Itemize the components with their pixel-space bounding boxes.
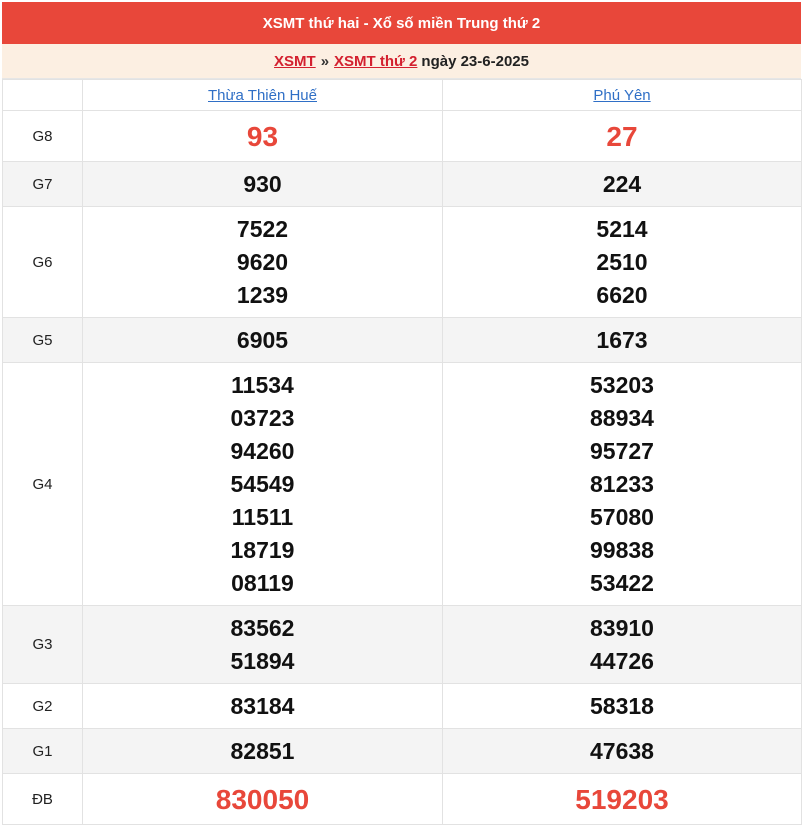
prize-number: 44726 bbox=[590, 647, 654, 674]
prize-cell-col2 bbox=[443, 162, 802, 207]
breadcrumb-link-xsmt-thu-2[interactable]: XSMT thứ 2 bbox=[334, 52, 418, 70]
prize-cell-col2 bbox=[443, 363, 802, 606]
prize-number: 11534 bbox=[231, 371, 294, 398]
prize-label: ĐB bbox=[3, 774, 83, 825]
prize-number: 2510 bbox=[596, 248, 648, 275]
prize-cell-col2 bbox=[443, 684, 802, 729]
prize-number: 6905 bbox=[236, 326, 289, 353]
prize-cell-col1 bbox=[83, 684, 443, 729]
prize-cell-col1 bbox=[83, 318, 443, 363]
prize-number: 83910 bbox=[590, 614, 654, 641]
results-table bbox=[2, 79, 802, 825]
prize-row-5 bbox=[3, 606, 802, 684]
province-header-1 bbox=[83, 80, 443, 111]
prize-number: 47638 bbox=[590, 737, 654, 764]
prize-number: 53203 bbox=[590, 371, 654, 398]
prize-cell-col2 bbox=[443, 318, 802, 363]
prize-number: 27 bbox=[606, 120, 638, 152]
header-corner bbox=[3, 80, 83, 111]
draw-date: ngày 23-6-2025 bbox=[421, 52, 529, 70]
prize-number: 83562 bbox=[230, 614, 295, 641]
breadcrumb-separator: » bbox=[320, 52, 330, 70]
prize-number: 6620 bbox=[596, 281, 648, 308]
prize-number: 83184 bbox=[230, 692, 295, 719]
prize-cell-col1 bbox=[83, 729, 443, 774]
prize-cell-col1 bbox=[83, 606, 443, 684]
prize-number: 03723 bbox=[230, 404, 295, 431]
prize-number: 99838 bbox=[590, 536, 654, 563]
prize-label: G5 bbox=[3, 318, 83, 363]
prize-number: 5214 bbox=[596, 215, 648, 242]
prize-cell-col2 bbox=[443, 729, 802, 774]
prize-number: 930 bbox=[243, 170, 282, 197]
prize-cell-col1 bbox=[83, 363, 443, 606]
breadcrumb bbox=[2, 44, 801, 79]
prize-number: 1239 bbox=[236, 281, 289, 308]
prize-number: 519203 bbox=[575, 783, 669, 815]
prize-row-6 bbox=[3, 684, 802, 729]
prize-row-2 bbox=[3, 207, 802, 318]
prize-number: 93 bbox=[246, 120, 279, 152]
province-header-2 bbox=[443, 80, 802, 111]
prize-label: G7 bbox=[3, 162, 83, 207]
prize-number: 7522 bbox=[236, 215, 289, 242]
prize-number: 53422 bbox=[590, 569, 654, 596]
prize-row-0 bbox=[3, 111, 802, 162]
page-title: XSMT thứ hai - Xổ số miền Trung thứ 2 bbox=[2, 2, 801, 44]
prize-number: 51894 bbox=[230, 647, 295, 674]
prize-cell-col2 bbox=[443, 111, 802, 162]
province-link-1[interactable]: Thừa Thiên Huế bbox=[208, 86, 317, 104]
prize-label: G4 bbox=[3, 363, 83, 606]
prize-number: 18719 bbox=[230, 536, 295, 563]
prize-row-1 bbox=[3, 162, 802, 207]
prize-number: 224 bbox=[602, 170, 642, 197]
prize-number: 95727 bbox=[590, 437, 654, 464]
prize-number: 82851 bbox=[230, 737, 295, 764]
prize-number: 54549 bbox=[230, 470, 295, 497]
prize-row-4 bbox=[3, 363, 802, 606]
prize-number: 08119 bbox=[231, 569, 294, 596]
prize-label: G8 bbox=[3, 111, 83, 162]
prize-number: 57080 bbox=[590, 503, 654, 530]
prize-label: G6 bbox=[3, 207, 83, 318]
province-link-2[interactable]: Phú Yên bbox=[593, 86, 651, 104]
prize-number: 81233 bbox=[590, 470, 654, 497]
province-header-row bbox=[3, 80, 802, 111]
prize-number: 58318 bbox=[590, 692, 654, 719]
prize-row-3 bbox=[3, 318, 802, 363]
prize-number: 94260 bbox=[230, 437, 295, 464]
breadcrumb-link-xsmt[interactable]: XSMT bbox=[274, 52, 316, 70]
prize-cell-col1 bbox=[83, 162, 443, 207]
results-widget bbox=[2, 2, 801, 825]
prize-number: 88934 bbox=[590, 404, 654, 431]
prize-cell-col2 bbox=[443, 606, 802, 684]
prize-label: G2 bbox=[3, 684, 83, 729]
prize-label: G3 bbox=[3, 606, 83, 684]
prize-number: 9620 bbox=[236, 248, 289, 275]
prize-number: 830050 bbox=[215, 783, 310, 815]
prize-row-7 bbox=[3, 729, 802, 774]
prize-cell-col1 bbox=[83, 111, 443, 162]
prize-number: 11511 bbox=[231, 503, 294, 530]
prize-cell-col1 bbox=[83, 207, 443, 318]
prize-label: G1 bbox=[3, 729, 83, 774]
prize-cell-col2 bbox=[443, 207, 802, 318]
prize-number: 1673 bbox=[596, 326, 648, 353]
